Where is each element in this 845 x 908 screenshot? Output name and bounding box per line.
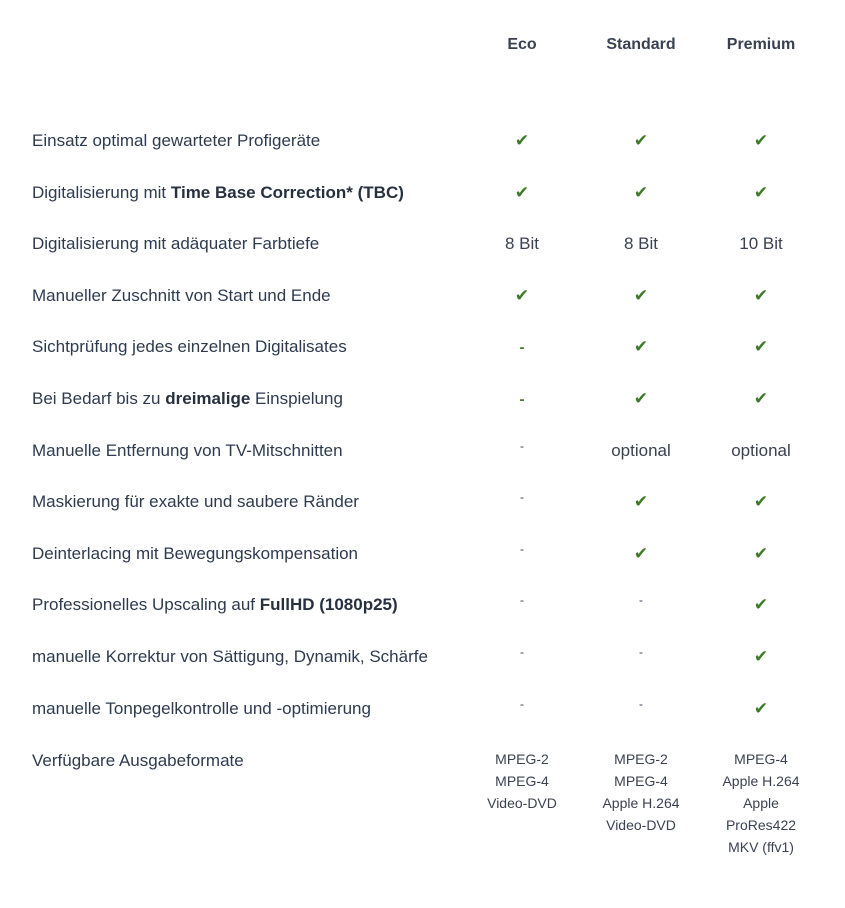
check-mark: ✔ — [633, 285, 649, 305]
row-label — [32, 645, 472, 669]
format-item: ProRes422 — [725, 817, 797, 833]
check-mark: ✔ — [514, 182, 530, 202]
check-icon — [581, 542, 701, 566]
format-item: Video-DVD — [606, 817, 676, 833]
row-label-text: Maskierung für exakte und saubere Ränder — [32, 492, 359, 512]
row-label-text: manuelle Korrektur von Sättigung, Dynamik, Schärfe — [32, 647, 428, 666]
format-item: Video-DVD — [487, 795, 557, 811]
check-mark: ✔ — [633, 389, 649, 408]
row-label — [32, 181, 472, 205]
dash-standard — [581, 593, 701, 618]
dash-mark: - — [520, 593, 524, 608]
row-label-emphasis: Time Base Correction* (TBC) — [170, 182, 404, 202]
dash-eco — [462, 697, 582, 722]
format-item: MPEG-4 — [614, 773, 668, 789]
table-row — [0, 335, 845, 365]
check-icon — [701, 335, 821, 359]
dash-mark: - — [520, 696, 524, 711]
dash-mark: - — [519, 339, 525, 357]
row-label-text: Manueller Zuschnitt von Start und Ende — [32, 285, 331, 305]
value-premium: 10 Bit — [739, 234, 783, 254]
check-icon — [462, 129, 582, 153]
row-label-text: Einspielung — [250, 389, 343, 408]
dash-eco — [462, 335, 582, 360]
check-icon — [581, 335, 701, 359]
check-icon — [701, 697, 821, 721]
formats-eco — [462, 748, 582, 814]
check-icon — [701, 284, 821, 308]
check-icon — [701, 542, 821, 566]
dash-mark: - — [639, 696, 643, 711]
table-row — [0, 593, 845, 623]
value-eco: 8 Bit — [504, 234, 540, 254]
table-row-formats — [0, 748, 845, 868]
table-row — [0, 697, 845, 727]
check-mark: ✔ — [753, 182, 769, 202]
format-item: MKV (ffv1) — [728, 839, 794, 855]
row-label-text: Deinterlacing mit Bewegungskompensation — [32, 543, 359, 563]
check-mark: ✔ — [753, 647, 769, 666]
row-label — [32, 129, 472, 153]
check-mark: ✔ — [633, 182, 649, 202]
dash-mark: - — [520, 541, 524, 556]
check-icon — [581, 129, 701, 153]
row-label-text: manuelle Tonpegelkontrolle und -optimierung — [32, 698, 371, 718]
row-label-text: Manuelle Entfernung von TV-Mitschnitten — [32, 440, 343, 460]
dash-eco — [462, 593, 582, 618]
table-row — [0, 129, 845, 159]
table-row — [0, 490, 845, 520]
check-mark: ✔ — [753, 492, 769, 512]
check-mark: ✔ — [633, 131, 649, 150]
check-mark: ✔ — [633, 492, 649, 512]
check-icon — [701, 490, 821, 514]
table-row — [0, 387, 845, 417]
table-row — [0, 232, 845, 262]
table-header — [0, 36, 845, 58]
row-label — [32, 593, 472, 617]
check-icon — [581, 490, 701, 514]
value-standard: 8 Bit — [623, 234, 659, 254]
column-header-eco: Eco — [507, 36, 537, 53]
dash-mark: - — [520, 438, 524, 453]
row-label-emphasis: dreimalige — [165, 389, 251, 408]
dash-eco — [462, 490, 582, 515]
check-mark: ✔ — [753, 698, 769, 718]
table-row — [0, 284, 845, 314]
column-header-standard: Standard — [606, 36, 676, 53]
table-row — [0, 645, 845, 675]
row-label — [32, 697, 472, 721]
row-label — [32, 439, 472, 463]
format-item: MPEG-2 — [495, 751, 549, 767]
check-icon — [581, 387, 701, 411]
check-mark: ✔ — [633, 337, 649, 357]
dash-mark: - — [639, 645, 643, 659]
format-item: MPEG-4 — [734, 751, 788, 767]
check-icon — [701, 181, 821, 205]
row-label-text: Professionelles Upscaling auf — [32, 595, 260, 615]
check-mark: ✔ — [514, 285, 530, 305]
table-row — [0, 439, 845, 469]
dash-eco — [462, 439, 582, 464]
check-icon — [701, 645, 821, 669]
table-row — [0, 181, 845, 211]
row-label — [32, 232, 472, 256]
format-item: Apple H.264 — [602, 795, 680, 811]
row-label-text: Bei Bedarf bis zu — [32, 389, 166, 408]
row-label — [32, 335, 472, 359]
check-icon — [701, 593, 821, 617]
format-item: Apple — [743, 795, 779, 811]
check-mark: ✔ — [753, 595, 769, 615]
row-label-formats: Verfügbare Ausgabeformate — [32, 751, 244, 770]
check-icon — [462, 284, 582, 308]
dash-standard — [581, 645, 701, 670]
dash-eco — [462, 387, 582, 412]
check-mark: ✔ — [753, 389, 769, 408]
value-standard: optional — [611, 440, 671, 460]
check-icon — [462, 181, 582, 205]
row-label-text: Einsatz optimal gewarteter Profigeräte — [32, 131, 321, 150]
check-mark: ✔ — [753, 543, 769, 563]
row-label-text: Digitalisierung mit — [32, 182, 171, 202]
check-mark: ✔ — [753, 131, 769, 150]
table-row — [0, 542, 845, 572]
row-label — [32, 387, 472, 411]
format-item: MPEG-4 — [495, 773, 549, 789]
dash-mark: - — [520, 645, 524, 659]
dash-eco — [462, 645, 582, 670]
row-label — [32, 490, 472, 514]
check-mark: ✔ — [753, 285, 769, 305]
formats-standard — [581, 748, 701, 836]
check-mark: ✔ — [633, 543, 649, 563]
check-icon — [581, 284, 701, 308]
dash-mark: - — [520, 490, 524, 505]
row-label-emphasis: FullHD (1080p25) — [259, 595, 398, 615]
check-mark: ✔ — [514, 131, 530, 150]
dash-standard — [581, 697, 701, 722]
formats-premium — [701, 748, 821, 858]
format-item: MPEG-2 — [614, 751, 668, 767]
dash-eco — [462, 542, 582, 567]
row-label-text: Sichtprüfung jedes einzelnen Digitalisates — [32, 337, 347, 357]
check-mark: ✔ — [753, 337, 769, 357]
column-header-premium: Premium — [726, 36, 796, 53]
check-icon — [701, 387, 821, 411]
dash-mark: - — [639, 593, 643, 608]
value-premium: optional — [731, 440, 791, 460]
check-icon — [581, 181, 701, 205]
row-label-text: Digitalisierung mit adäquater Farbtiefe — [32, 234, 320, 254]
dash-mark: - — [519, 391, 525, 408]
check-icon — [701, 129, 821, 153]
row-label — [32, 284, 472, 308]
row-label — [32, 542, 472, 566]
format-item: Apple H.264 — [722, 773, 800, 789]
